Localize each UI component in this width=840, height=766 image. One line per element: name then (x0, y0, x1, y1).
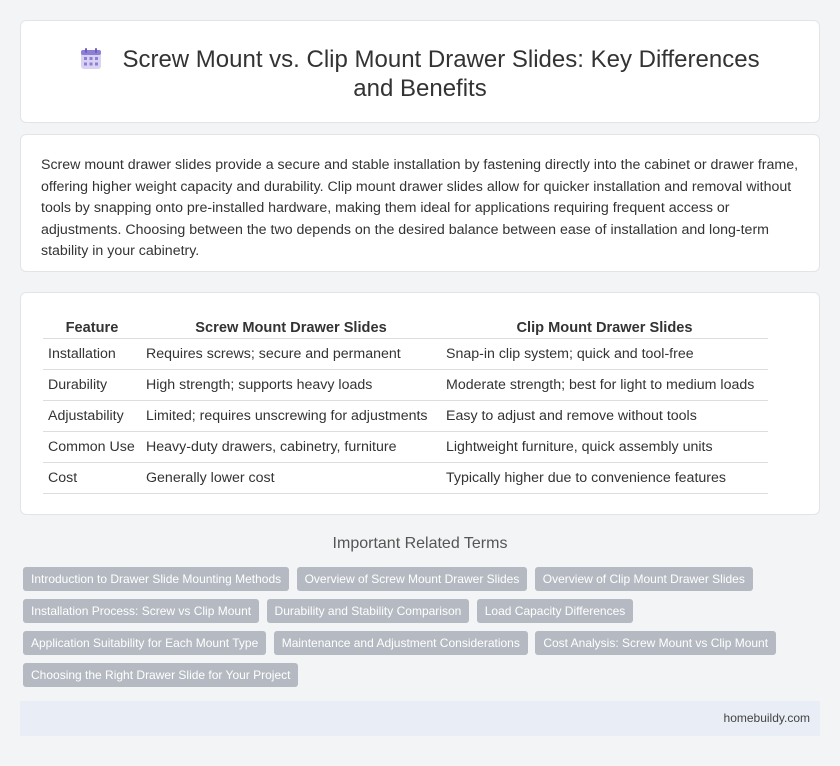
comparison-table-card (20, 292, 820, 515)
table-row (43, 432, 768, 463)
related-term-tag[interactable]: Load Capacity Differences (477, 599, 634, 623)
table-cell-screw: High strength; supports heavy loads (141, 370, 441, 401)
related-terms-heading: Important Related Terms (332, 535, 508, 552)
related-term-tag[interactable]: Overview of Screw Mount Drawer Slides (297, 567, 528, 591)
header-clip-mount: Clip Mount Drawer Slides (441, 315, 768, 339)
table-header-row (43, 315, 768, 339)
table-cell-feature: Common Use (43, 432, 141, 463)
page-title (61, 45, 779, 103)
table-cell-screw: Generally lower cost (141, 463, 441, 494)
calendar-grid-icon (80, 48, 102, 70)
table-cell-feature: Installation (43, 339, 141, 370)
table-cell-clip: Lightweight furniture, quick assembly units (441, 432, 768, 463)
related-term-tag[interactable]: Application Suitability for Each Mount Type (23, 631, 266, 655)
table-cell-feature: Durability (43, 370, 141, 401)
related-term-tag[interactable]: Overview of Clip Mount Drawer Slides (535, 567, 753, 591)
table-row (43, 339, 768, 370)
header-feature: Feature (43, 315, 141, 339)
footer-site-link[interactable]: homebuildy.com (723, 711, 810, 725)
related-term-tag[interactable]: Installation Process: Screw vs Clip Mount (23, 599, 259, 623)
table-cell-feature: Adjustability (43, 401, 141, 432)
intro-card (20, 134, 820, 272)
related-term-tag[interactable]: Choosing the Right Drawer Slide for Your Project (23, 663, 298, 687)
related-term-tag[interactable]: Maintenance and Adjustment Considerations (274, 631, 528, 655)
related-term-tag[interactable]: Cost Analysis: Screw Mount vs Clip Mount (535, 631, 776, 655)
table-row (43, 370, 768, 401)
header-screw-mount: Screw Mount Drawer Slides (141, 315, 441, 339)
footer (20, 701, 820, 736)
related-term-tag[interactable]: Durability and Stability Comparison (267, 599, 470, 623)
comparison-table (43, 315, 768, 494)
intro-paragraph: Screw mount drawer slides provide a secure and stable installation by fastening directly into the cabinet or drawer frame, offering higher weight capacity and durability. Clip mount drawer slides allow for quicker installation and removal without tools by snapping onto pre-installed hardware, making them ideal for applications requiring frequent access or adjustments. Choosing between the two depends on the desired balance between ease of installation and long-term stability in your cabinetry. (41, 157, 799, 259)
table-cell-clip: Snap-in clip system; quick and tool-free (441, 339, 768, 370)
related-term-tag[interactable]: Introduction to Drawer Slide Mounting Methods (23, 567, 289, 591)
table-row (43, 401, 768, 432)
table-cell-screw: Limited; requires unscrewing for adjustments (141, 401, 441, 432)
table-cell-clip: Typically higher due to convenience features (441, 463, 768, 494)
header-card (20, 20, 820, 123)
table-cell-clip: Easy to adjust and remove without tools (441, 401, 768, 432)
table-cell-screw: Heavy-duty drawers, cabinetry, furniture (141, 432, 441, 463)
table-cell-screw: Requires screws; secure and permanent (141, 339, 441, 370)
table-row (43, 463, 768, 494)
related-terms-list (23, 567, 813, 695)
table-cell-feature: Cost (43, 463, 141, 494)
table-cell-clip: Moderate strength; best for light to medium loads (441, 370, 768, 401)
page-title-text: Screw Mount vs. Clip Mount Drawer Slides: Key Differences and Benefits (122, 46, 760, 102)
